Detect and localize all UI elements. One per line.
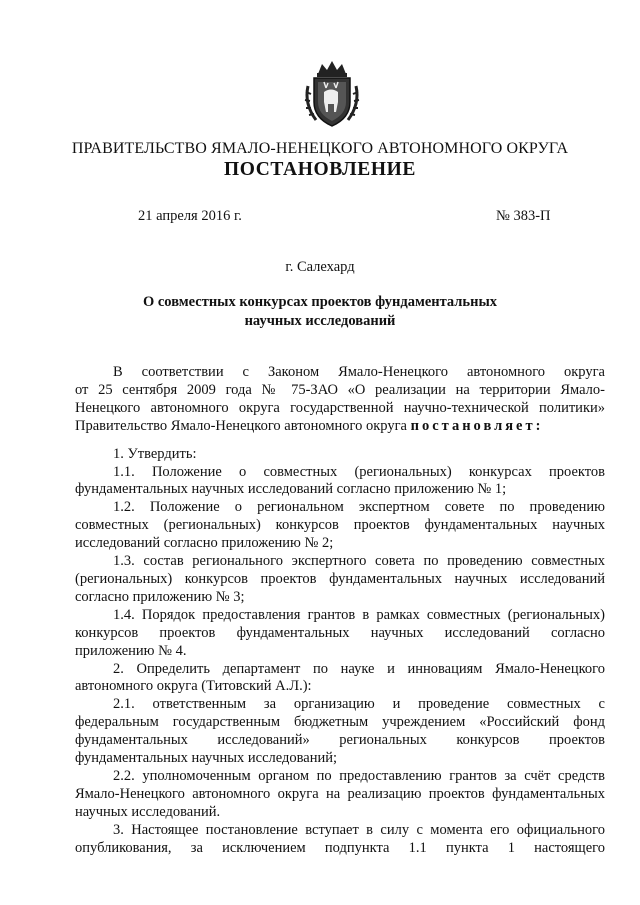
title-line: научных исследований	[244, 313, 396, 329]
text-line: (региональных) конкурсов проектов фундаментальных научных исследований	[75, 570, 605, 587]
text-line: В соответствии с Законом Ямало-Ненецкого автономного округа	[113, 364, 605, 380]
text-line: 1.2. Положение о региональном экспертном совете по проведению	[113, 499, 605, 516]
decree-keyword: постановляет:	[410, 417, 544, 434]
document-body	[75, 364, 605, 857]
document-type: ПОСТАНОВЛЕНИЕ	[223, 159, 417, 180]
document-title	[0, 293, 640, 331]
text-line: совместных (региональных) конкурсов проектов фундаментальных научных	[75, 517, 605, 534]
text-line: 1.3. состав регионального экспертного совета по проведению совместных	[113, 553, 605, 570]
title-line: О совместных конкурсах проектов фундаментальных	[142, 294, 498, 310]
coat-of-arms-icon	[300, 58, 364, 130]
document-number: № 383-П	[496, 208, 551, 224]
text-line: 2.1. ответственным за организацию и проведение совместных с	[113, 696, 605, 713]
text-line: от 25 сентября 2009 года № 75-ЗАО «О реализации на территории Ямало-	[75, 381, 605, 398]
text-line: приложению № 4.	[75, 642, 187, 659]
text-line: 3. Настоящее постановление вступает в силу с момента его официального	[113, 821, 605, 838]
text-line: Ямало-Ненецкого автономного округа на реализацию проектов фундаментальных	[75, 785, 605, 802]
text-line: 2.2. уполномоченным органом по предоставлению грантов за счёт средств	[113, 767, 605, 784]
text-line	[75, 418, 605, 436]
text-line: опубликования, за исключением подпункта 1.1 пункта 1 настоящего	[75, 839, 605, 856]
text-line: автономного округа (Титовский А.Л.):	[75, 678, 312, 695]
text-line: исследований согласно приложению № 2;	[75, 535, 334, 552]
document-city: г. Салехард	[285, 259, 355, 275]
text-line: 1.1. Положение о совместных (региональных) конкурсах проектов	[113, 463, 605, 480]
text-line: согласно приложению № 3;	[75, 588, 245, 605]
text-line: фундаментальных научных исследований согласно приложению № 1;	[75, 481, 507, 498]
document-date: 21 апреля 2016 г.	[138, 208, 242, 224]
text-line: 2. Определить департамент по науке и инновациям Ямало-Ненецкого	[113, 660, 605, 677]
text-line: научных исследований.	[75, 803, 221, 820]
spacer	[75, 436, 605, 446]
text-line: федеральным государственным бюджетным учреждением «Российский фонд	[75, 714, 605, 731]
text-span: Правительство Ямало-Ненецкого автономного округа	[75, 417, 411, 434]
text-line: фундаментальных исследований» региональных конкурсов проектов	[75, 732, 605, 749]
text-line: 1.4. Порядок предоставления грантов в рамках совместных (региональных)	[113, 606, 605, 623]
text-line: конкурсов проектов фундаментальных научных исследований согласно	[75, 624, 605, 641]
text-line: 1. Утвердить:	[113, 445, 197, 462]
text-line: Ненецкого автономного округа государственной научно-технической политики»	[75, 399, 605, 416]
text-line: фундаментальных научных исследований;	[75, 750, 338, 767]
issuing-authority: ПРАВИТЕЛЬСТВО ЯМАЛО-НЕНЕЦКОГО АВТОНОМНОГО ОКРУГА	[71, 140, 569, 157]
